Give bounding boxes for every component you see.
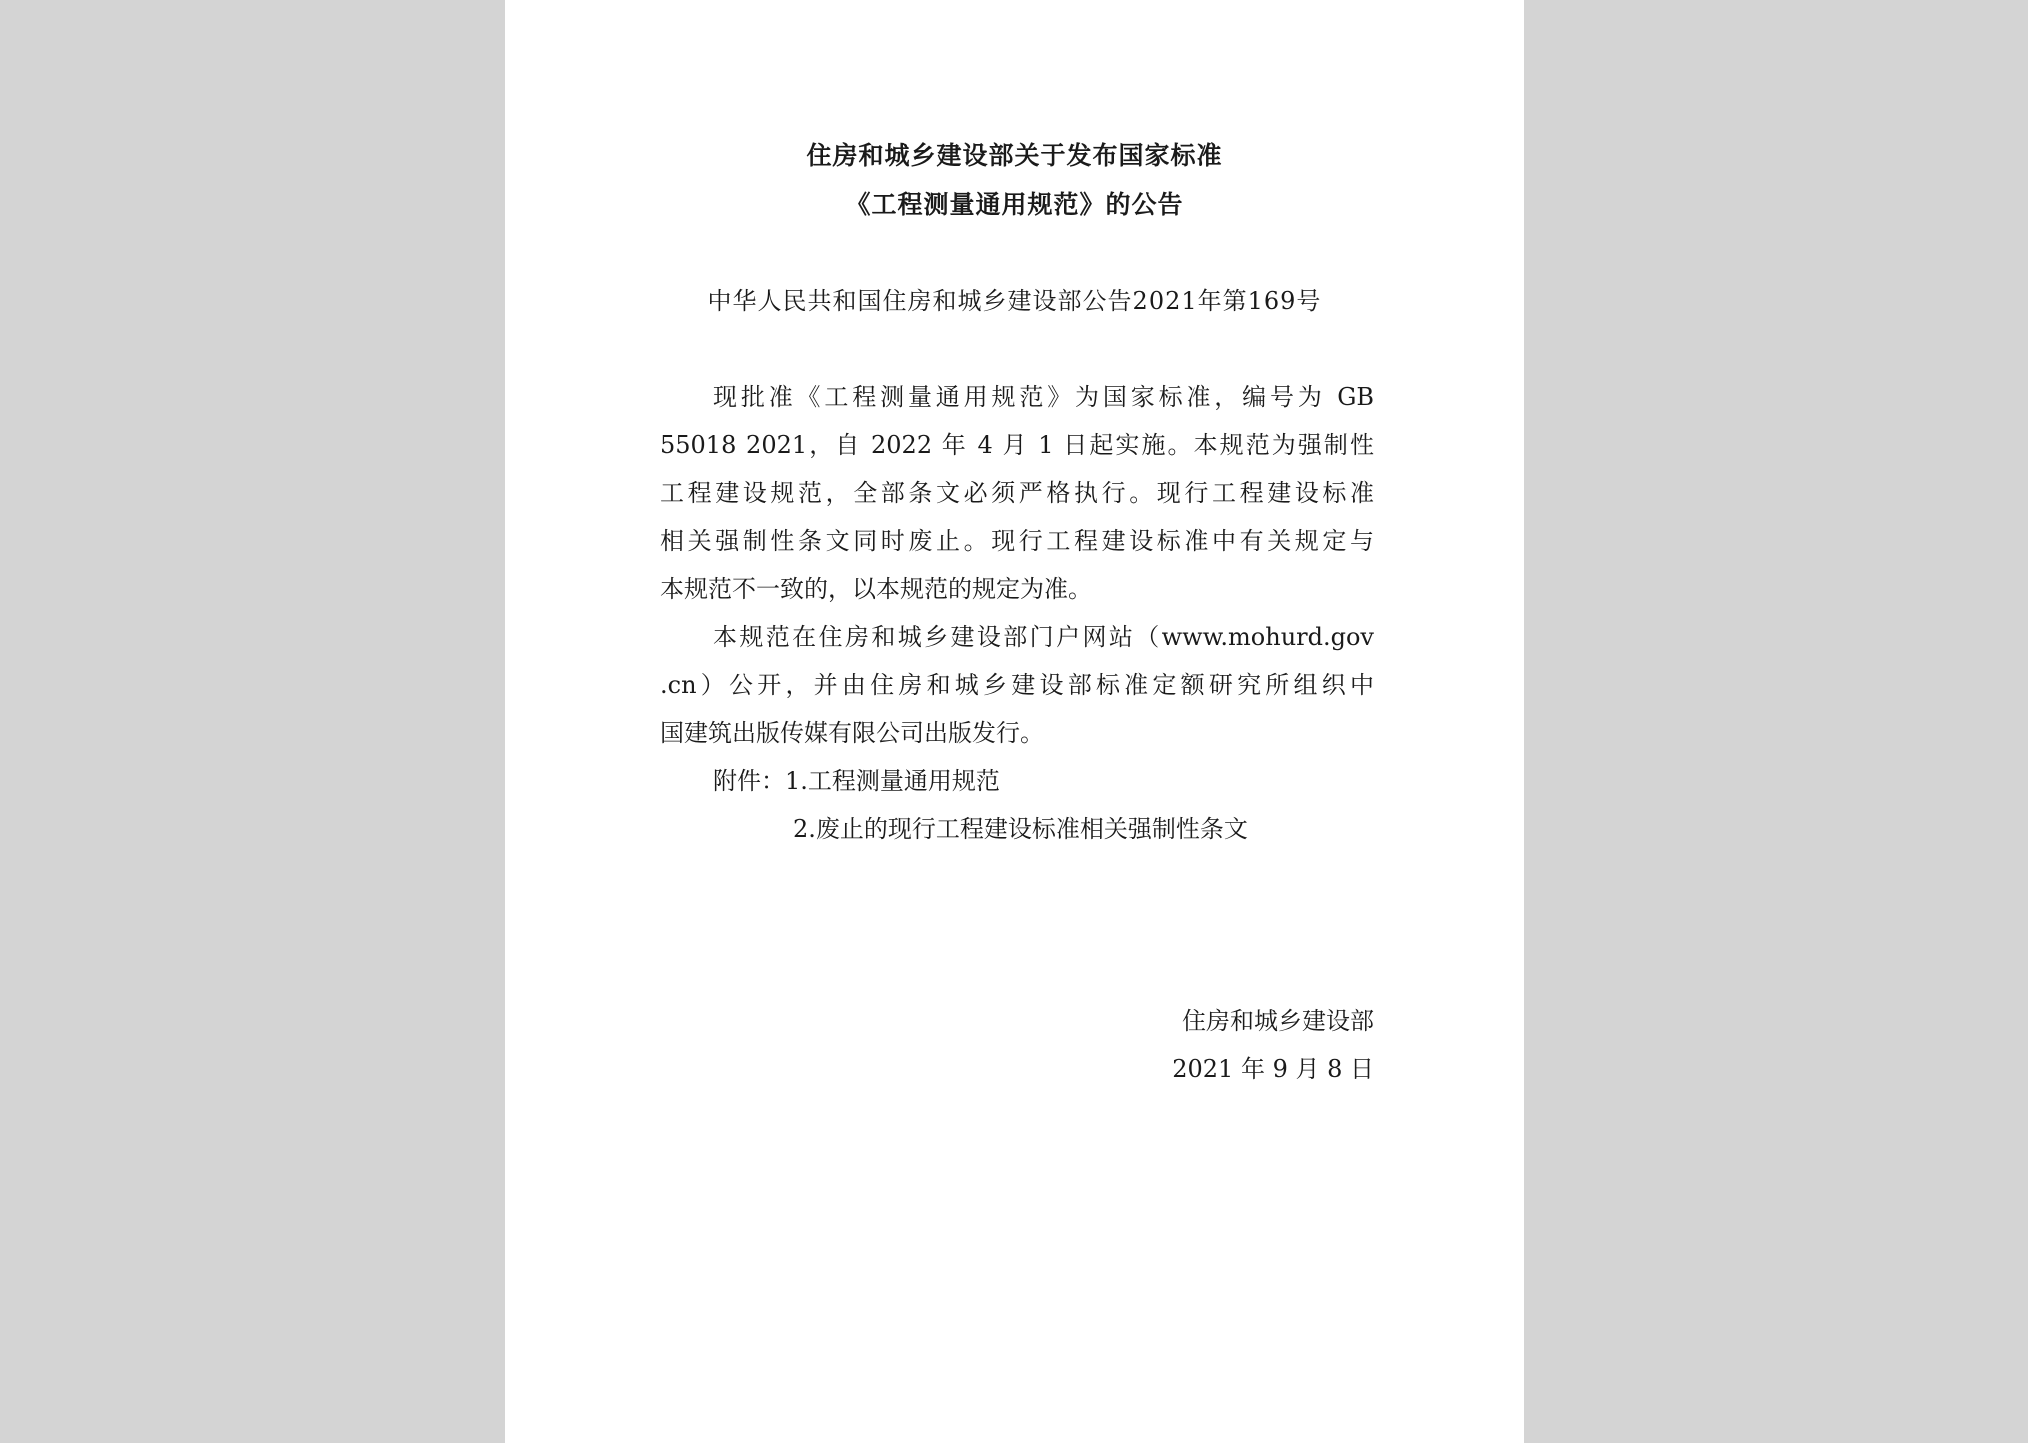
body-line: 本规范在住房和城乡建设部门户网站（www.mohurd.gov	[713, 623, 1374, 651]
body-line: 现批准《工程测量通用规范》为国家标准，编号为 GB	[713, 383, 1374, 411]
attachment-item-1: 附件：1.工程测量通用规范	[713, 767, 1000, 795]
body-line: 本规范不一致的，以本规范的规定为准。	[660, 575, 1092, 603]
body-line: 相关强制性条文同时废止。现行工程建设标准中有关规定与	[660, 527, 1374, 555]
body-line: .cn）公开，并由住房和城乡建设部标准定额研究所组织中	[660, 671, 1374, 699]
body-line: 55018 2021，自 2022 年 4 月 1 日起实施。本规范为强制性	[660, 431, 1374, 459]
document-title-line-2: 《工程测量通用规范》的公告	[845, 190, 1184, 219]
announcement-number: 中华人民共和国住房和城乡建设部公告2021年第169号	[707, 287, 1322, 315]
attachment-item-2: 2.废止的现行工程建设标准相关强制性条文	[793, 815, 1248, 843]
document-page	[505, 0, 1524, 1443]
body-line: 国建筑出版传媒有限公司出版发行。	[660, 719, 1044, 747]
signature-date: 2021 年 9 月 8 日	[1172, 1055, 1374, 1083]
document-title-line-1: 住房和城乡建设部关于发布国家标准	[806, 141, 1223, 170]
body-line: 工程建设规范，全部条文必须严格执行。现行工程建设标准	[660, 479, 1374, 507]
signatory: 住房和城乡建设部	[1182, 1007, 1374, 1035]
